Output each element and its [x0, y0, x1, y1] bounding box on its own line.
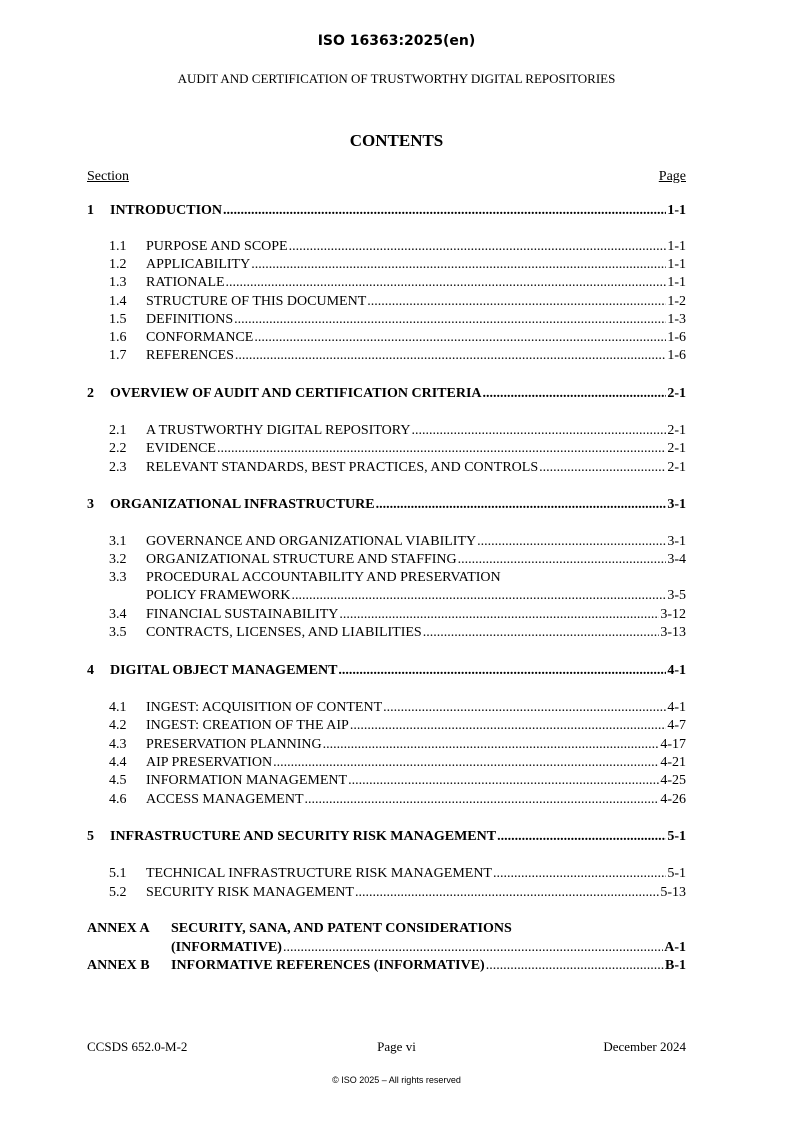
toc-entry-1-4[interactable] [109, 293, 686, 311]
footer-date: December 2024 [603, 1039, 686, 1054]
toc-entry-2-2[interactable] [109, 440, 686, 458]
document-subtitle: AUDIT AND CERTIFICATION OF TRUSTWORTHY DIGITAL REPOSITORIES [177, 71, 616, 86]
dot-leader [539, 459, 666, 477]
toc-number: 1.2 [109, 257, 127, 272]
toc-number: 3.3 [109, 570, 127, 585]
dot-leader [292, 587, 667, 605]
toc-entry-5-2[interactable] [109, 884, 686, 902]
toc-entry-1-1[interactable] [109, 238, 686, 256]
toc-entry-4-1[interactable] [109, 699, 686, 717]
toc-page: 1-6 [667, 348, 686, 363]
toc-title: TECHNICAL INFRASTRUCTURE RISK MANAGEMENT [146, 866, 492, 881]
toc-number: 1.7 [109, 348, 127, 363]
toc-page: 3-1 [667, 534, 686, 549]
toc-title: STRUCTURE OF THIS DOCUMENT [146, 294, 367, 309]
dot-leader [493, 865, 666, 883]
toc-entry-1-3[interactable] [109, 274, 686, 292]
toc-title: CONTRACTS, LICENSES, AND LIABILITIES [146, 625, 422, 640]
toc-page: 1-1 [667, 257, 686, 272]
toc-page: 3-4 [667, 552, 686, 567]
toc-entry-1-7[interactable] [109, 347, 686, 365]
toc-number: 4.2 [109, 718, 127, 733]
toc-entry-section-5[interactable] [87, 828, 686, 846]
dot-leader [338, 662, 666, 680]
contents-heading: CONTENTS [349, 131, 444, 150]
toc-title: CONFORMANCE [146, 330, 254, 345]
toc-page: 4-21 [660, 755, 686, 770]
footer-doc-number: CCSDS 652.0-M-2 [87, 1039, 188, 1054]
toc-number: 1.5 [109, 312, 127, 327]
toc-title: INFORMATIVE REFERENCES (INFORMATIVE) [171, 958, 485, 973]
toc-title: INFORMATION MANAGEMENT [146, 773, 348, 788]
toc-page: 3-12 [660, 607, 686, 622]
toc-number: 1.3 [109, 275, 127, 290]
toc-page: 5-1 [667, 829, 686, 844]
toc-page: 4-1 [667, 700, 686, 715]
toc-number: ANNEX A [87, 921, 150, 936]
dot-leader [350, 717, 666, 735]
document-id: ISO 16363:2025(en) [317, 33, 476, 49]
toc-page: 1-1 [667, 275, 686, 290]
toc-entry-3-3[interactable] [146, 587, 686, 605]
dot-leader [251, 256, 666, 274]
toc-number: 1.6 [109, 330, 127, 345]
toc-title: ORGANIZATIONAL STRUCTURE AND STAFFING [146, 552, 457, 567]
toc-entry-3-3-first-line[interactable] [109, 569, 501, 587]
dot-leader [458, 551, 667, 569]
toc-entry-3-4[interactable] [109, 606, 686, 624]
toc-number: ANNEX B [87, 958, 150, 973]
toc-title-continuation: (INFORMATIVE) [171, 940, 282, 955]
toc-entry-4-2[interactable] [109, 717, 686, 735]
toc-title: PROCEDURAL ACCOUNTABILITY AND PRESERVATION [146, 570, 501, 585]
toc-page: 5-1 [667, 866, 686, 881]
toc-entry-3-1[interactable] [109, 533, 686, 551]
toc-title: INFRASTRUCTURE AND SECURITY RISK MANAGEMENT [110, 829, 497, 844]
toc-number: 5.1 [109, 866, 127, 881]
toc-entry-annex-a-first-line[interactable] [87, 920, 512, 938]
toc-entry-4-3[interactable] [109, 736, 686, 754]
toc-title: DIGITAL OBJECT MANAGEMENT [110, 663, 338, 678]
dot-leader [383, 699, 666, 717]
dot-leader [483, 385, 667, 403]
toc-entry-section-4[interactable] [87, 662, 686, 680]
toc-number: 5.2 [109, 885, 127, 900]
toc-page: 3-5 [667, 588, 686, 603]
toc-number: 4.1 [109, 700, 127, 715]
toc-page: 3-1 [667, 497, 686, 512]
toc-number: 5 [87, 829, 94, 844]
toc-title: SECURITY RISK MANAGEMENT [146, 885, 354, 900]
toc-title: A TRUSTWORTHY DIGITAL REPOSITORY [146, 423, 411, 438]
toc-entry-2-1[interactable] [109, 422, 686, 440]
toc-entry-3-2[interactable] [109, 551, 686, 569]
dot-leader [289, 238, 667, 256]
toc-page: 2-1 [667, 423, 686, 438]
page-column-header: Page [658, 169, 686, 184]
toc-number: 4.4 [109, 755, 127, 770]
toc-number: 2.1 [109, 423, 127, 438]
toc-page: 1-1 [667, 203, 686, 218]
toc-page: 4-1 [667, 663, 686, 678]
dot-leader [339, 606, 659, 624]
toc-title: INGEST: ACQUISITION OF CONTENT [146, 700, 383, 715]
toc-entry-2-3[interactable] [109, 459, 686, 477]
toc-entry-1-6[interactable] [109, 329, 686, 347]
dot-leader [283, 939, 663, 957]
toc-page: 1-2 [667, 294, 686, 309]
dot-leader [486, 957, 664, 975]
toc-page: 4-25 [660, 773, 686, 788]
toc-page: B-1 [665, 958, 686, 973]
toc-page: 2-1 [667, 386, 686, 401]
toc-number: 3.4 [109, 607, 127, 622]
toc-number: 4.5 [109, 773, 127, 788]
dot-leader [273, 754, 659, 772]
dot-leader [323, 736, 660, 754]
dot-leader [355, 884, 659, 902]
toc-title: REFERENCES [146, 348, 234, 363]
toc-number: 1 [87, 203, 94, 218]
dot-leader [217, 440, 666, 458]
toc-page: 1-3 [667, 312, 686, 327]
toc-number: 3.5 [109, 625, 127, 640]
toc-entry-annex-a[interactable] [171, 939, 686, 957]
toc-title: DEFINITIONS [146, 312, 234, 327]
dot-leader [234, 311, 666, 329]
toc-entry-4-5[interactable] [109, 772, 686, 790]
toc-title: FINANCIAL SUSTAINABILITY [146, 607, 339, 622]
toc-number: 1.1 [109, 239, 127, 254]
dot-leader [254, 329, 666, 347]
toc-title-continuation: POLICY FRAMEWORK [146, 588, 291, 603]
toc-number: 2.3 [109, 460, 127, 475]
toc-number: 2 [87, 386, 94, 401]
dot-leader [305, 791, 660, 809]
dot-leader [223, 202, 666, 220]
toc-number: 4.6 [109, 792, 127, 807]
toc-title: SECURITY, SANA, AND PATENT CONSIDERATIONS [171, 921, 512, 936]
toc-page: 2-1 [667, 441, 686, 456]
toc-entry-4-6[interactable] [109, 791, 686, 809]
toc-title: INGEST: CREATION OF THE AIP [146, 718, 349, 733]
footer-page-number: Page vi [377, 1039, 416, 1054]
toc-entry-annex-b[interactable] [87, 957, 686, 975]
toc-title: ORGANIZATIONAL INFRASTRUCTURE [110, 497, 375, 512]
toc-entry-1-5[interactable] [109, 311, 686, 329]
toc-number: 3.2 [109, 552, 127, 567]
toc-title: APPLICABILITY [146, 257, 251, 272]
toc-entry-section-3[interactable] [87, 496, 686, 514]
toc-page: 4-7 [667, 718, 686, 733]
toc-page: A-1 [664, 940, 686, 955]
toc-title: INTRODUCTION [110, 203, 223, 218]
toc-title: EVIDENCE [146, 441, 216, 456]
toc-entry-1-2[interactable] [109, 256, 686, 274]
dot-leader [497, 828, 666, 846]
toc-entry-4-4[interactable] [109, 754, 686, 772]
dot-leader [423, 624, 660, 642]
toc-page: 5-13 [660, 885, 686, 900]
toc-number: 3.1 [109, 534, 127, 549]
toc-number: 4 [87, 663, 94, 678]
section-column-header: Section [87, 169, 129, 184]
toc-page: 4-17 [660, 737, 686, 752]
dot-leader [226, 274, 667, 292]
dot-leader [411, 422, 666, 440]
dot-leader [376, 496, 667, 514]
toc-page: 1-6 [667, 330, 686, 345]
dot-leader [367, 293, 666, 311]
toc-title: RELEVANT STANDARDS, BEST PRACTICES, AND CONTROLS [146, 460, 539, 475]
toc-page: 4-26 [660, 792, 686, 807]
toc-number: 1.4 [109, 294, 127, 309]
toc-title: RATIONALE [146, 275, 225, 290]
toc-entry-section-2[interactable] [87, 385, 686, 403]
dot-leader [477, 533, 666, 551]
toc-entry-5-1[interactable] [109, 865, 686, 883]
toc-page: 3-13 [660, 625, 686, 640]
toc-number: 4.3 [109, 737, 127, 752]
copyright-notice: © ISO 2025 – All rights reserved [332, 1075, 461, 1085]
toc-page: 2-1 [667, 460, 686, 475]
toc-page: 1-1 [667, 239, 686, 254]
toc-entry-3-5[interactable] [109, 624, 686, 642]
toc-title: OVERVIEW OF AUDIT AND CERTIFICATION CRITERIA [110, 386, 482, 401]
toc-title: AIP PRESERVATION [146, 755, 273, 770]
dot-leader [235, 347, 666, 365]
toc-title: PRESERVATION PLANNING [146, 737, 322, 752]
toc-entry-section-1[interactable] [87, 202, 686, 220]
toc-title: GOVERNANCE AND ORGANIZATIONAL VIABILITY [146, 534, 477, 549]
dot-leader [348, 772, 659, 790]
toc-number: 2.2 [109, 441, 127, 456]
toc-number: 3 [87, 497, 94, 512]
toc-title: ACCESS MANAGEMENT [146, 792, 304, 807]
toc-title: PURPOSE AND SCOPE [146, 239, 288, 254]
